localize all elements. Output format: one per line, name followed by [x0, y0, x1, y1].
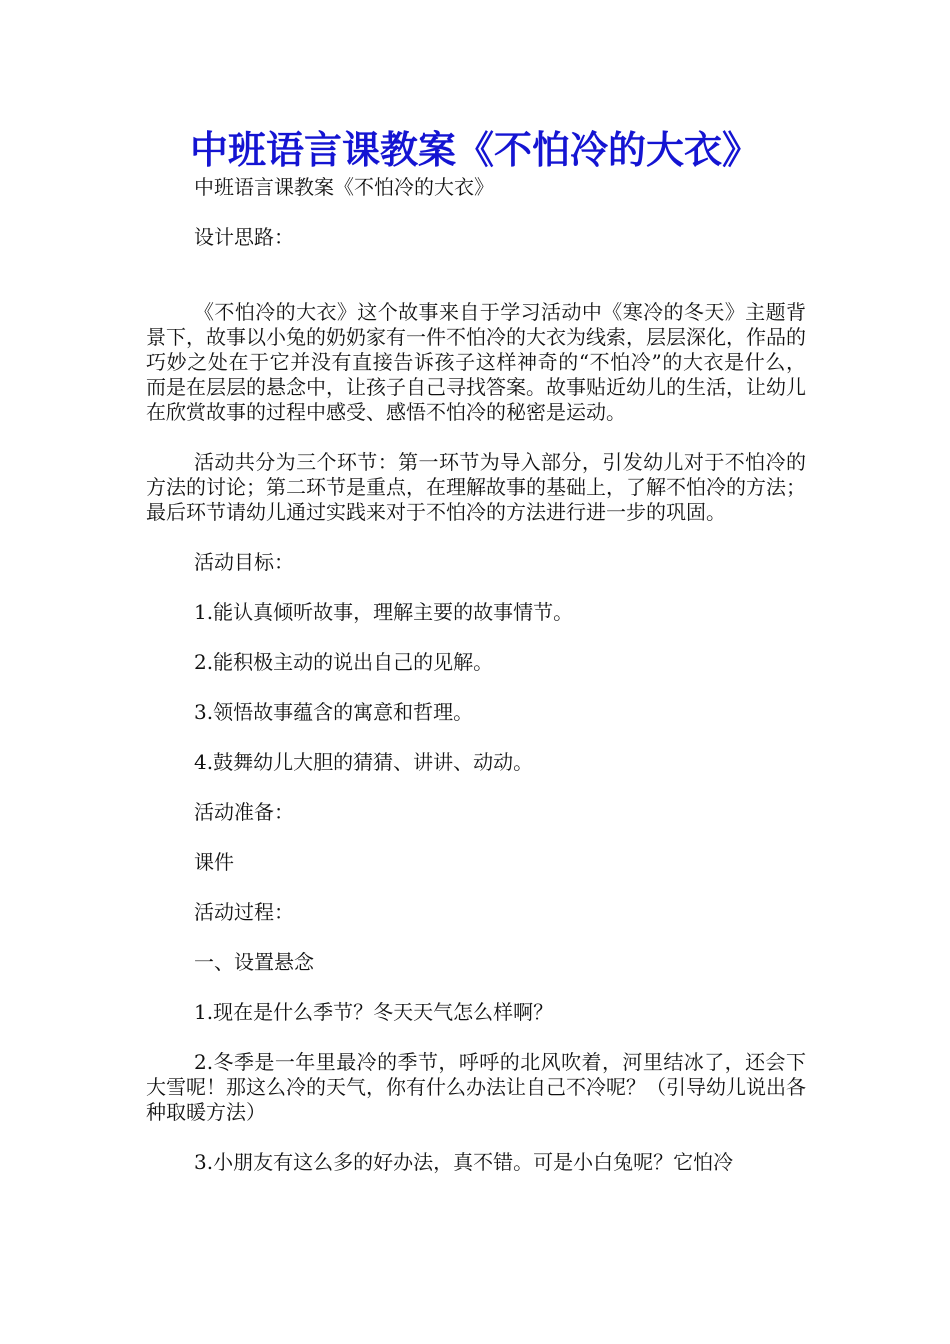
- goal-item-1: 1.能认真倾听故事，理解主要的故事情节。: [194, 600, 574, 624]
- paragraph-activity-structure: 活动共分为三个环节：第一环节为导入部分，引发幼儿对于不怕冷的方法的讨论；第二环节是重点，在理解故事的基础上，了解不怕冷的方法；最后环节请幼儿通过实践来对于不怕冷的方法进行进一步的巩固。: [146, 450, 806, 524]
- heading-activity-goals: 活动目标：: [194, 550, 294, 574]
- heading-activity-process: 活动过程：: [194, 900, 294, 924]
- document-title: 中班语言课教案《不怕冷的大衣》: [189, 127, 760, 172]
- heading-design-idea: 设计思路：: [194, 225, 294, 249]
- goal-item-3: 3.领悟故事蕴含的寓意和哲理。: [194, 700, 474, 724]
- section-heading-suspense: 一、设置悬念: [194, 950, 314, 974]
- subtitle-paragraph: 中班语言课教案《不怕冷的大衣》: [194, 175, 494, 199]
- goal-item-4: 4.鼓舞幼儿大胆的猜猜、讲讲、动动。: [194, 750, 534, 774]
- preparation-item: 课件: [194, 850, 234, 874]
- paragraph-design-description: 《不怕冷的大衣》这个故事来自于学习活动中《寒冷的冬天》主题背景下，故事以小兔的奶奶家有一件不怕冷的大衣为线索，层层深化，作品的巧妙之处在于它并没有直接告诉孩子这样神奇的“不怕冷”的大衣是什么，而是在层层的悬念中，让孩子自己寻找答案。故事贴近幼儿的生活，让幼儿在欣赏故事的过程中感受、感悟不怕冷的秘密是运动。: [146, 300, 806, 424]
- goal-item-2: 2.能积极主动的说出自己的见解。: [194, 650, 494, 674]
- process-step-3: 3.小朋友有这么多的好办法，真不错。可是小白兔呢？它怕冷: [194, 1150, 734, 1174]
- heading-activity-preparation: 活动准备：: [194, 800, 294, 824]
- process-step-2: 2.冬季是一年里最冷的季节，呼呼的北风吹着，河里结冰了，还会下大雪呢！那这么冷的天气，你有什么办法让自己不冷呢？（引导幼儿说出各种取暖方法）: [146, 1050, 806, 1124]
- document-body: [146, 172, 806, 1200]
- process-step-1: 1.现在是什么季节？冬天天气怎么样啊？: [194, 1000, 554, 1024]
